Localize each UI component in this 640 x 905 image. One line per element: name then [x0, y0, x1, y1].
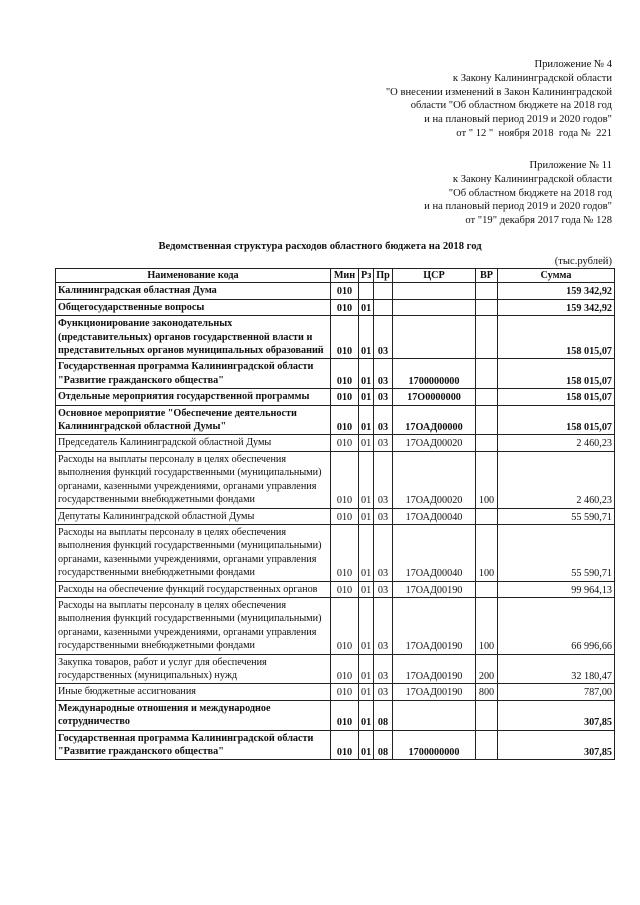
table-cell-rz: 01 — [359, 299, 374, 315]
table-cell-csr: 17ОАД00020 — [393, 451, 476, 508]
table-cell-rz: 01 — [359, 654, 374, 684]
table-cell-pr: 03 — [374, 435, 393, 451]
column-header-name: Наименование кода — [56, 269, 331, 283]
table-cell-sum: 159 342,92 — [498, 283, 615, 299]
table-cell-rz — [359, 283, 374, 299]
table-cell-min: 010 — [331, 684, 359, 700]
header-line: и на плановый период 2019 и 2020 годов" — [424, 114, 612, 126]
table-cell-name: Председатель Калининградской областной Думы — [56, 435, 331, 451]
table-cell-vr: 100 — [476, 597, 498, 654]
table-header-row — [56, 269, 615, 283]
column-header-pr: Пр — [374, 269, 393, 283]
header-line: области "Об областном бюджете на 2018 год — [410, 100, 612, 112]
table-cell-vr — [476, 316, 498, 359]
appendix-11-header — [424, 159, 612, 228]
table-cell-pr: 03 — [374, 451, 393, 508]
table-cell-name: Функционирование законодательных (представительных) органов государственной власти и представительных органов муниципальных образований — [56, 316, 331, 359]
table-cell-pr: 03 — [374, 581, 393, 597]
table-row — [56, 597, 615, 654]
table-cell-sum: 2 460,23 — [498, 451, 615, 508]
table-row — [56, 435, 615, 451]
table-row — [56, 405, 615, 435]
table-cell-vr: 100 — [476, 524, 498, 581]
table-cell-min: 010 — [331, 524, 359, 581]
table-cell-pr: 03 — [374, 597, 393, 654]
table-cell-sum: 307,85 — [498, 700, 615, 730]
table-cell-name: Международные отношения и международное сотрудничество — [56, 700, 331, 730]
header-line: "О внесении изменений в Закон Калининградской — [385, 86, 612, 98]
table-cell-pr: 08 — [374, 730, 393, 760]
header-line: Приложение № 4 — [534, 59, 612, 70]
table-cell-csr: 1700000000 — [393, 730, 476, 760]
header-line: Приложение № 11 — [529, 160, 612, 171]
table-cell-vr: 200 — [476, 654, 498, 684]
table-cell-pr — [374, 299, 393, 315]
table-cell-name: Расходы на обеспечение функций государственных органов — [56, 581, 331, 597]
table-row — [56, 524, 615, 581]
table-cell-name: Закупка товаров, работ и услуг для обеспечения государственных (муниципальных) нужд — [56, 654, 331, 684]
table-cell-pr: 03 — [374, 508, 393, 524]
table-cell-pr: 03 — [374, 389, 393, 405]
table-cell-pr — [374, 283, 393, 299]
table-cell-rz: 01 — [359, 508, 374, 524]
table-cell-pr: 03 — [374, 359, 393, 389]
table-cell-rz: 01 — [359, 405, 374, 435]
table-cell-pr: 03 — [374, 654, 393, 684]
header-line: "Об областном бюджете на 2018 год — [448, 187, 612, 199]
table-row — [56, 451, 615, 508]
table-cell-min: 010 — [331, 435, 359, 451]
table-cell-min: 010 — [331, 508, 359, 524]
table-cell-csr — [393, 283, 476, 299]
table-cell-min: 010 — [331, 405, 359, 435]
table-cell-min: 010 — [331, 654, 359, 684]
table-cell-name: Расходы на выплаты персоналу в целях обеспечения выполнения функций государственными (муниципальными) органами, казенными учреждениями, органами управления государственными внебюджетными фондами — [56, 524, 331, 581]
table-cell-csr: 17ОАД00190 — [393, 684, 476, 700]
table-cell-csr — [393, 299, 476, 315]
table-row — [56, 299, 615, 315]
table-cell-vr — [476, 581, 498, 597]
table-row — [56, 581, 615, 597]
table-cell-csr: 17ОАД00190 — [393, 581, 476, 597]
table-cell-sum: 55 590,71 — [498, 524, 615, 581]
table-cell-name: Отдельные мероприятия государственной программы — [56, 389, 331, 405]
table-cell-sum: 158 015,07 — [498, 405, 615, 435]
table-cell-rz: 01 — [359, 700, 374, 730]
table-row — [56, 389, 615, 405]
header-line: от "19" декабря 2017 года № 128 — [465, 215, 612, 227]
table-row — [56, 316, 615, 359]
table-cell-pr: 03 — [374, 405, 393, 435]
header-line: от " 12 " ноября 2018 года № 221 — [456, 127, 612, 139]
table-cell-csr — [393, 316, 476, 359]
table-cell-csr: 17ОАД00040 — [393, 524, 476, 581]
table-cell-min: 010 — [331, 597, 359, 654]
table-cell-pr: 03 — [374, 684, 393, 700]
header-line: к Закону Калининградской области — [452, 72, 612, 84]
table-cell-csr: 17ОАД00000 — [393, 405, 476, 435]
table-cell-sum: 158 015,07 — [498, 316, 615, 359]
table-cell-pr: 03 — [374, 316, 393, 359]
column-header-vr: ВР — [476, 269, 498, 283]
table-cell-vr — [476, 389, 498, 405]
table-cell-name: Расходы на выплаты персоналу в целях обеспечения выполнения функций государственными (муниципальными) органами, казенными учреждениями, органами управления государственными внебюджетными фондами — [56, 597, 331, 654]
table-cell-vr — [476, 700, 498, 730]
table-cell-sum: 787,00 — [498, 684, 615, 700]
table-cell-vr: 800 — [476, 684, 498, 700]
table-cell-min: 010 — [331, 700, 359, 730]
table-cell-pr: 08 — [374, 700, 393, 730]
table-cell-name: Общегосударственные вопросы — [56, 299, 331, 315]
table-cell-rz: 01 — [359, 389, 374, 405]
table-cell-csr: 1700000000 — [393, 359, 476, 389]
table-cell-sum: 2 460,23 — [498, 435, 615, 451]
table-cell-min: 010 — [331, 359, 359, 389]
table-cell-vr — [476, 359, 498, 389]
table-cell-rz: 01 — [359, 524, 374, 581]
header-line: к Закону Калининградской области — [452, 173, 612, 185]
table-cell-rz: 01 — [359, 581, 374, 597]
table-cell-min: 010 — [331, 451, 359, 508]
table-cell-name: Расходы на выплаты персоналу в целях обеспечения выполнения функций государственными (муниципальными) органами, казенными учреждениями, органами управления государственными внебюджетными фондами — [56, 451, 331, 508]
table-cell-name: Иные бюджетные ассигнования — [56, 684, 331, 700]
budget-structure-table — [55, 268, 615, 760]
table-row — [56, 700, 615, 730]
table-cell-sum: 307,85 — [498, 730, 615, 760]
table-row — [56, 684, 615, 700]
table-cell-vr: 100 — [476, 451, 498, 508]
table-cell-min: 010 — [331, 581, 359, 597]
table-cell-sum: 66 996,66 — [498, 597, 615, 654]
table-cell-vr — [476, 299, 498, 315]
table-cell-sum: 159 342,92 — [498, 299, 615, 315]
table-cell-csr: 17ОАД00190 — [393, 597, 476, 654]
table-cell-name: Государственная программа Калининградской области "Развитие гражданского общества" — [56, 730, 331, 760]
column-header-rz: Рз — [359, 269, 374, 283]
table-cell-name: Депутаты Калининградской областной Думы — [56, 508, 331, 524]
table-cell-csr — [393, 700, 476, 730]
table-cell-rz: 01 — [359, 316, 374, 359]
table-cell-rz: 01 — [359, 730, 374, 760]
table-cell-rz: 01 — [359, 435, 374, 451]
table-cell-vr — [476, 405, 498, 435]
table-row — [56, 283, 615, 299]
table-cell-sum: 55 590,71 — [498, 508, 615, 524]
column-header-csr: ЦСР — [393, 269, 476, 283]
table-cell-min: 010 — [331, 316, 359, 359]
table-cell-name: Государственная программа Калининградской области "Развитие гражданского общества" — [56, 359, 331, 389]
table-cell-sum: 32 180,47 — [498, 654, 615, 684]
table-cell-pr: 03 — [374, 524, 393, 581]
table-cell-csr: 17О0000000 — [393, 389, 476, 405]
table-cell-min: 010 — [331, 730, 359, 760]
table-cell-vr — [476, 730, 498, 760]
table-row — [56, 359, 615, 389]
table-cell-csr: 17ОАД00040 — [393, 508, 476, 524]
table-row — [56, 654, 615, 684]
table-cell-sum: 158 015,07 — [498, 359, 615, 389]
appendix-4-header — [386, 58, 612, 141]
table-cell-sum: 99 964,13 — [498, 581, 615, 597]
table-cell-sum: 158 015,07 — [498, 389, 615, 405]
table-cell-csr: 17ОАД00020 — [393, 435, 476, 451]
unit-label: (тыс.рублей) — [554, 256, 612, 267]
column-header-min: Мин — [331, 269, 359, 283]
table-cell-vr — [476, 283, 498, 299]
table-cell-csr: 17ОАД00190 — [393, 654, 476, 684]
table-cell-min: 010 — [331, 299, 359, 315]
table-cell-rz: 01 — [359, 359, 374, 389]
table-cell-vr — [476, 435, 498, 451]
column-header-sum: Сумма — [498, 269, 615, 283]
table-cell-rz: 01 — [359, 451, 374, 508]
table-row — [56, 508, 615, 524]
table-row — [56, 730, 615, 760]
table-cell-rz: 01 — [359, 597, 374, 654]
table-cell-min: 010 — [331, 283, 359, 299]
header-line: и на плановый период 2019 и 2020 годов" — [424, 201, 612, 213]
document-title: Ведомственная структура расходов областного бюджета на 2018 год — [158, 241, 482, 252]
table-cell-name: Основное мероприятие "Обеспечение деятельности Калининградской областной Думы" — [56, 405, 331, 435]
table-cell-min: 010 — [331, 389, 359, 405]
table-cell-rz: 01 — [359, 684, 374, 700]
table-cell-vr — [476, 508, 498, 524]
table-cell-name: Калининградская областная Дума — [56, 283, 331, 299]
